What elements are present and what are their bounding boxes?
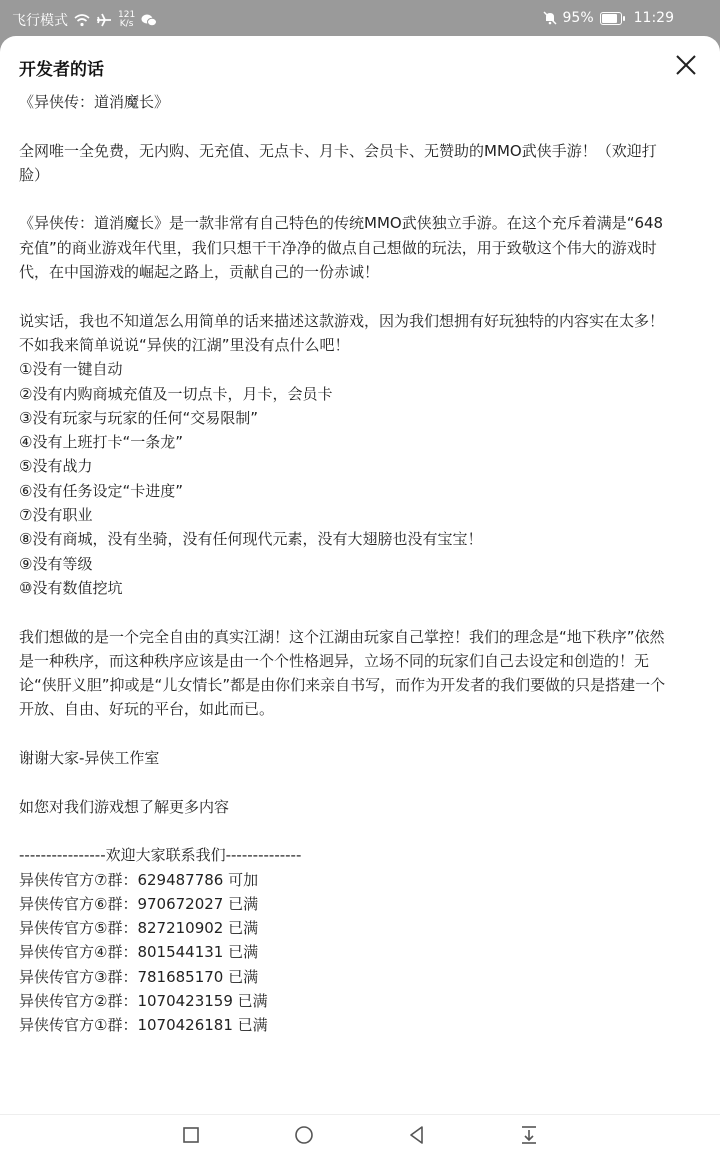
text-line: 《异侠传：道消魔长》是一款非常有自己特色的传统MMO武侠独立手游。在这个充斥着满是“648 xyxy=(19,214,664,233)
text-line: 全网唯一全免费，无内购、无充值、无点卡、月卡、会员卡、无赞助的MMO武侠手游！（欢迎打 xyxy=(19,141,657,160)
battery-percent: 95% xyxy=(562,10,594,26)
text-line: 异侠传官方①群：1070426181 已满 xyxy=(19,1016,268,1035)
text-line: 不如我来简单说说“异侠的江湖”里没有点什么吧！ xyxy=(19,335,350,354)
text-line: 代，在中国游戏的崛起之路上，贡献自己的一份赤诚！ xyxy=(19,263,380,282)
net-speed-value: 121 xyxy=(118,10,136,20)
text-line: 谢谢大家-异侠工作室 xyxy=(19,749,160,768)
text-line: 异侠传官方③群：781685170 已满 xyxy=(19,967,259,986)
navigation-bar xyxy=(0,1114,720,1153)
dialog-content xyxy=(19,90,699,1038)
text-line: 异侠传官方⑤群：827210902 已满 xyxy=(19,919,259,938)
text-line: 脸） xyxy=(19,165,50,184)
status-right xyxy=(543,10,674,26)
back-icon[interactable] xyxy=(405,1123,429,1147)
text-line: 如您对我们游戏想了解更多内容 xyxy=(19,797,230,816)
text-line: ⑦没有职业 xyxy=(19,506,93,525)
text-line: 开放、自由、好玩的平台，如此而已。 xyxy=(19,700,275,719)
text-line: 异侠传官方⑦群：629487786 可加 xyxy=(19,870,259,889)
blank-line xyxy=(19,722,699,746)
dialog-title: 开发者的话 xyxy=(19,60,104,80)
text-line: ④没有上班打卡“一条龙” xyxy=(19,433,183,452)
mute-bell-icon xyxy=(543,11,557,25)
airplane-icon xyxy=(96,13,112,27)
text-line: 异侠传官方②群：1070423159 已满 xyxy=(19,991,268,1010)
text-line: 异侠传官方④群：801544131 已满 xyxy=(19,943,259,962)
text-line: ⑨没有等级 xyxy=(19,554,93,573)
blank-line xyxy=(19,819,699,843)
text-line: 是一种秩序，而这种秩序应该是由一个个性格迥异，立场不同的玩家们自己去设定和创造的！无 xyxy=(19,651,650,670)
text-line: ③没有玩家与玩家的任何“交易限制” xyxy=(19,408,258,427)
status-left xyxy=(12,10,157,30)
text-line: 异侠传官方⑥群：970672027 已满 xyxy=(19,894,259,913)
text-line: ⑥没有任务设定“卡进度” xyxy=(19,481,183,500)
text-line: ②没有内购商城充值及一切点卡，月卡，会员卡 xyxy=(19,384,333,403)
developer-notes-dialog xyxy=(0,36,720,1114)
home-icon[interactable] xyxy=(292,1123,316,1147)
text-line: 论“侠肝义胆”抑或是“儿女情长”都是由你们来亲自书写，而作为开发者的我们要做的只是搭建一个 xyxy=(19,676,666,695)
blank-line xyxy=(19,284,699,308)
dialog-header xyxy=(0,36,720,94)
text-line: 说实话，我也不知道怎么用简单的话来描述这款游戏，因为我们想拥有好玩独特的内容实在太多！ xyxy=(19,311,665,330)
net-speed xyxy=(118,11,135,29)
wifi-icon xyxy=(74,13,90,27)
net-speed-unit: K/s xyxy=(119,19,134,29)
text-line: 《异侠传：道消魔长》 xyxy=(19,93,170,111)
blank-line xyxy=(19,114,699,138)
status-bar xyxy=(0,0,720,40)
battery-fill xyxy=(602,14,617,23)
airplane-mode-label: 飞行模式 xyxy=(12,13,68,29)
text-line: ①没有一键自动 xyxy=(19,360,123,379)
clock: 11:29 xyxy=(633,10,674,26)
text-line: 我们想做的是一个完全自由的真实江湖！这个江湖由玩家自己掌控！我们的理念是“地下秩序”依然 xyxy=(19,627,665,646)
battery-icon xyxy=(600,12,622,25)
download-icon[interactable] xyxy=(517,1123,541,1147)
text-line: ⑩没有数值挖坑 xyxy=(19,578,123,597)
blank-line xyxy=(19,600,699,624)
text-line: ----------------欢迎大家联系我们-------------- xyxy=(19,846,302,865)
recent-apps-icon[interactable] xyxy=(179,1123,203,1147)
text-line: ⑧没有商城，没有坐骑，没有任何现代元素，没有大翅膀也没有宝宝！ xyxy=(19,530,483,549)
close-icon[interactable] xyxy=(672,51,700,79)
blank-line xyxy=(19,187,699,211)
text-line: ⑤没有战力 xyxy=(19,457,93,476)
text-line: 充值”的商业游戏年代里，我们只想干干净净的做点自己想做的玩法，用于致敬这个伟大的游戏时 xyxy=(19,238,657,257)
blank-line xyxy=(19,770,699,794)
wechat-icon xyxy=(141,13,157,27)
